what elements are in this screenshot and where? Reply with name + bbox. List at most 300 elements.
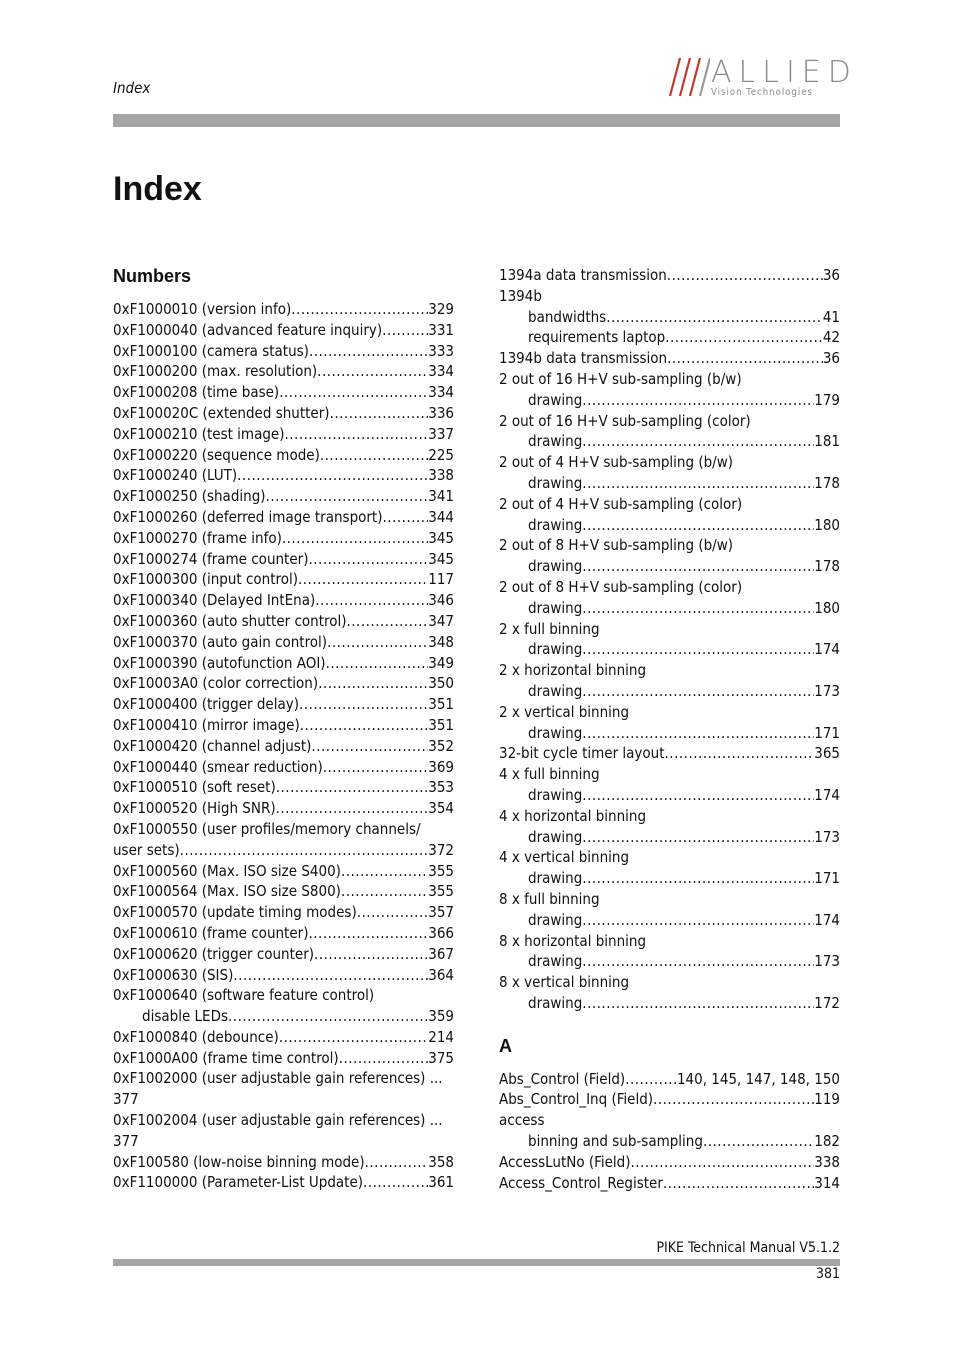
index-entry[interactable] (499, 910, 840, 931)
index-term: 0xF1000560 (Max. ISO size S400) (113, 861, 341, 880)
dot-leader (339, 1048, 429, 1069)
index-entry[interactable] (499, 972, 840, 993)
index-entry[interactable] (499, 431, 840, 452)
index-entry[interactable] (113, 486, 454, 507)
page-reference[interactable]: 338 (814, 1152, 840, 1171)
page-reference[interactable]: 181 (814, 432, 840, 451)
dot-leader (665, 743, 815, 764)
page-reference[interactable]: 182 (814, 1132, 840, 1151)
index-term: 4 x full binning (499, 765, 600, 784)
page-reference[interactable]: 173 (814, 952, 840, 971)
index-term: 8 x horizontal binning (499, 931, 647, 950)
index-entry[interactable] (113, 1152, 454, 1173)
index-term: 0xF1000010 (version info) (113, 300, 292, 318)
index-entry[interactable] (499, 889, 840, 910)
index-column-right (499, 265, 840, 1193)
index-entry[interactable] (499, 452, 840, 473)
index-term: drawing (528, 390, 583, 409)
index-entry[interactable] (499, 931, 840, 952)
index-entry[interactable] (499, 286, 840, 307)
dot-leader (311, 736, 428, 757)
page-reference[interactable]: 119 (814, 1090, 840, 1109)
index-term: 0xF100580 (low-noise binning mode) (113, 1152, 365, 1171)
page-reference[interactable]: 345 (428, 528, 454, 547)
index-entry[interactable] (499, 723, 840, 744)
dot-leader (300, 715, 428, 736)
index-entry[interactable] (499, 577, 840, 598)
index-term: 1394b (499, 286, 542, 305)
index-term: 0xF1000840 (debounce) (113, 1027, 279, 1046)
index-entry[interactable] (113, 881, 454, 902)
index-term: 0xF1000390 (autofunction AOI) (113, 653, 326, 672)
dot-leader (266, 486, 429, 507)
index-term: requirements laptop (528, 328, 666, 347)
index-entry[interactable] (499, 743, 840, 764)
index-entry[interactable] (113, 653, 454, 674)
index-entry[interactable] (499, 348, 840, 369)
dot-leader (653, 1089, 814, 1110)
index-term: Abs_Control_Inq (Field) (499, 1090, 654, 1109)
index-term: 0xF1000240 (LUT) (113, 466, 238, 485)
index-list (113, 299, 454, 1193)
index-term: 0xF1000100 (camera status) (113, 341, 309, 360)
index-term: 0xF10003A0 (color correction) (113, 674, 319, 693)
index-entry[interactable] (113, 694, 454, 715)
page-reference[interactable]: 174 (814, 910, 840, 929)
index-term: AccessLutNo (Field) (499, 1152, 631, 1171)
index-entry[interactable] (499, 390, 840, 411)
dot-leader (323, 757, 429, 778)
index-entry[interactable] (113, 549, 454, 570)
dot-leader (308, 549, 428, 570)
index-entry[interactable] (499, 847, 840, 868)
page-reference[interactable]: 347 (428, 611, 454, 630)
index-entry[interactable] (113, 777, 454, 798)
index-entry[interactable] (113, 673, 454, 694)
index-term: 32-bit cycle timer layout (499, 744, 665, 763)
page-reference[interactable]: 348 (428, 632, 454, 651)
dot-leader (582, 910, 814, 931)
dot-leader (582, 951, 814, 972)
index-term: disable LEDs (142, 1007, 228, 1026)
dot-leader (298, 569, 428, 590)
page-reference[interactable]: 372 (428, 840, 454, 859)
dot-leader (582, 785, 814, 806)
dot-leader (357, 902, 429, 923)
dot-leader (317, 361, 428, 382)
index-entry[interactable] (499, 265, 840, 286)
index-entry[interactable] (499, 369, 840, 390)
index-term: drawing (528, 432, 583, 451)
index-entry[interactable] (113, 361, 454, 382)
index-entry[interactable] (499, 1152, 840, 1173)
index-term: drawing (528, 869, 583, 888)
logo-wordmark: ALLIED (711, 55, 858, 90)
index-entry[interactable] (499, 1089, 840, 1110)
index-entry[interactable] (499, 1110, 840, 1131)
page-title: Index (113, 170, 202, 208)
dot-leader (180, 840, 429, 861)
index-entry[interactable] (113, 611, 454, 632)
page-reference[interactable]: 117 (428, 570, 454, 589)
page-reference[interactable]: 351 (428, 695, 454, 714)
index-term: 0xF1000410 (mirror image) (113, 715, 300, 734)
page-reference[interactable]: 173 (814, 827, 840, 846)
dot-leader (346, 611, 428, 632)
dot-leader (363, 1172, 428, 1193)
dot-leader (299, 694, 428, 715)
page-reference[interactable]: 178 (814, 473, 840, 492)
index-term: 0xF1000040 (advanced feature inquiry) (113, 320, 383, 339)
index-entry[interactable] (113, 715, 454, 736)
page-reference[interactable]: 359 (428, 1007, 454, 1026)
index-entry[interactable] (113, 757, 454, 778)
index-term: 8 x full binning (499, 889, 600, 908)
index-term: drawing (528, 557, 583, 576)
dot-leader (606, 307, 823, 328)
dot-leader (582, 723, 814, 744)
dot-leader (279, 382, 428, 403)
dot-leader (667, 265, 823, 286)
index-term: 0xF1000620 (trigger counter) (113, 944, 315, 963)
index-term: 0xF1100000 (Parameter-List Update) (113, 1173, 364, 1192)
index-term: 0xF1000400 (trigger delay) (113, 695, 299, 714)
index-term: binning and sub-sampling (528, 1132, 703, 1151)
index-entry[interactable] (113, 465, 454, 486)
dot-leader (326, 653, 429, 674)
page-reference[interactable]: 358 (428, 1152, 454, 1171)
dot-leader (365, 1152, 429, 1173)
index-entry[interactable] (113, 944, 454, 965)
header-rule (113, 114, 840, 127)
index-entry[interactable] (113, 632, 454, 653)
page-reference[interactable]: 352 (428, 736, 454, 755)
index-entry[interactable] (113, 1131, 454, 1152)
section-heading-a: A (499, 1035, 512, 1056)
index-entry[interactable] (499, 660, 840, 681)
page-reference[interactable]: 355 (428, 882, 454, 901)
dot-leader (314, 944, 428, 965)
index-term: bandwidths (528, 307, 607, 326)
index-term: 0xF1002004 (user adjustable gain references) ... (113, 1111, 443, 1130)
index-entry[interactable] (113, 861, 454, 882)
index-term: 0xF1000260 (deferred image transport) (113, 507, 383, 526)
index-entry[interactable] (499, 307, 840, 328)
dot-leader (284, 424, 428, 445)
dot-leader (383, 507, 429, 528)
index-term: Abs_Control (Field) (499, 1069, 626, 1088)
index-term: 0xF100020C (extended shutter) (113, 403, 330, 422)
dot-leader (318, 673, 428, 694)
page-reference[interactable]: 172 (814, 993, 840, 1012)
dot-leader (308, 923, 428, 944)
index-entry[interactable] (499, 827, 840, 848)
index-entry[interactable] (113, 1048, 454, 1069)
dot-leader (630, 1152, 814, 1173)
index-entry[interactable] (113, 798, 454, 819)
index-term: 2 out of 4 H+V sub-sampling (b/w) (499, 453, 734, 472)
index-term: 0xF1000274 (frame counter) (113, 549, 309, 568)
dot-leader (582, 515, 814, 536)
index-term: 1394b data transmission (499, 349, 668, 368)
index-term: 0xF1000510 (soft reset) (113, 778, 276, 797)
index-term: 0xF1002000 (user adjustable gain references) ... (113, 1069, 443, 1088)
index-entry[interactable] (499, 993, 840, 1014)
index-entry[interactable] (113, 382, 454, 403)
index-list (499, 265, 840, 1014)
index-term: drawing (528, 640, 583, 659)
page-reference[interactable]: 36 (822, 349, 840, 368)
page-reference[interactable]: 331 (428, 320, 454, 339)
dot-leader (233, 965, 428, 986)
page-reference[interactable]: 173 (814, 681, 840, 700)
index-entry[interactable] (499, 951, 840, 972)
index-entry[interactable] (113, 569, 454, 590)
index-entry[interactable] (499, 619, 840, 640)
index-entry[interactable] (499, 327, 840, 348)
section-gap (499, 1014, 840, 1035)
page-reference[interactable]: 365 (814, 744, 840, 763)
page-reference[interactable]: 367 (428, 944, 454, 963)
dot-leader (291, 299, 428, 320)
index-term: 0xF1000300 (input control) (113, 570, 298, 589)
logo-subtitle: Vision Technologies (711, 87, 813, 98)
index-term: 0xF1000440 (smear reduction) (113, 757, 323, 776)
dot-leader (282, 528, 428, 549)
index-entry[interactable] (113, 965, 454, 986)
dot-leader (382, 320, 428, 341)
page-reference[interactable]: 364 (428, 965, 454, 984)
page-reference[interactable]: 180 (814, 515, 840, 534)
index-term: 0xF1000420 (channel adjust) (113, 736, 312, 755)
page-reference[interactable]: 174 (814, 640, 840, 659)
index-term: 0xF1000370 (auto gain control) (113, 632, 328, 651)
dot-leader (276, 798, 429, 819)
index-entry[interactable] (499, 764, 840, 785)
index-term: drawing (528, 598, 583, 617)
logo-slashes-icon (668, 56, 710, 98)
dot-leader (582, 827, 814, 848)
page-reference[interactable]: 178 (814, 557, 840, 576)
page-number: 381 (815, 1266, 840, 1282)
index-entry[interactable] (113, 299, 454, 320)
index-entry[interactable] (113, 1027, 454, 1048)
index-entry[interactable] (499, 411, 840, 432)
index-term: 0xF1000360 (auto shutter control) (113, 611, 347, 630)
index-entry[interactable] (113, 528, 454, 549)
index-entry[interactable] (113, 819, 454, 840)
index-term: 0xF1000520 (High SNR) (113, 799, 276, 818)
index-term: 2 out of 16 H+V sub-sampling (color) (499, 411, 751, 430)
index-entry[interactable] (113, 403, 454, 424)
page-reference[interactable]: 225 (428, 445, 454, 464)
page-reference[interactable]: 338 (428, 466, 454, 485)
index-entry[interactable] (113, 445, 454, 466)
dot-leader (665, 327, 823, 348)
index-entry[interactable] (113, 1068, 454, 1089)
index-entry[interactable] (113, 424, 454, 445)
index-entry[interactable] (499, 556, 840, 577)
dot-leader (703, 1131, 814, 1152)
dot-leader (327, 632, 428, 653)
page-reference[interactable]: 345 (428, 549, 454, 568)
index-entry[interactable] (499, 494, 840, 515)
dot-leader (279, 1027, 428, 1048)
index-term: 0xF1000570 (update timing modes) (113, 903, 357, 922)
dot-leader (582, 431, 814, 452)
index-term: 0xF1000610 (frame counter) (113, 923, 309, 942)
page-reference[interactable]: 346 (428, 591, 454, 610)
index-entry[interactable] (113, 1006, 454, 1027)
page-reference[interactable]: 350 (428, 674, 454, 693)
index-entry[interactable] (499, 1131, 840, 1152)
index-entry[interactable] (499, 535, 840, 556)
dot-leader (237, 465, 428, 486)
index-term: drawing (528, 952, 583, 971)
page-reference[interactable]: 355 (428, 861, 454, 880)
footer-rule (113, 1259, 840, 1266)
page-reference[interactable]: 357 (428, 903, 454, 922)
page-reference[interactable]: 140, 145, 147, 148, 150 (676, 1069, 840, 1088)
allied-logo (668, 55, 858, 100)
index-term: 2 out of 8 H+V sub-sampling (b/w) (499, 536, 734, 555)
index-term: user sets) (113, 840, 180, 859)
page-reference[interactable]: 353 (428, 778, 454, 797)
page-reference[interactable]: 337 (428, 424, 454, 443)
index-term: 0xF1000A00 (frame time control) (113, 1048, 339, 1067)
dot-leader (309, 341, 428, 362)
dot-leader (276, 777, 429, 798)
index-term: drawing (528, 473, 583, 492)
dot-leader (582, 639, 814, 660)
dot-leader (330, 403, 429, 424)
section-heading-numbers: Numbers (113, 266, 192, 286)
index-term: 0xF1000630 (SIS) (113, 965, 234, 984)
index-entry[interactable] (113, 1089, 454, 1110)
index-term: 2 out of 8 H+V sub-sampling (color) (499, 577, 743, 596)
dot-leader (582, 993, 814, 1014)
page-reference[interactable]: 171 (814, 723, 840, 742)
index-entry[interactable] (499, 868, 840, 889)
dot-leader (582, 473, 814, 494)
index-term: 0xF1000208 (time base) (113, 383, 280, 402)
index-term: drawing (528, 723, 583, 742)
page-reference[interactable]: 174 (814, 785, 840, 804)
index-term: 2 x full binning (499, 619, 600, 638)
page-reference[interactable]: 344 (428, 507, 454, 526)
page-reference[interactable]: 214 (428, 1027, 454, 1046)
index-term: 8 x vertical binning (499, 973, 630, 992)
dot-leader (315, 590, 428, 611)
index-term: 0xF1000550 (user profiles/memory channels/ (113, 819, 421, 838)
dot-leader (582, 868, 814, 889)
dot-leader (625, 1069, 677, 1090)
index-term: drawing (528, 681, 583, 700)
index-term: 0xF1000564 (Max. ISO size S800) (113, 882, 341, 901)
index-list (499, 1069, 840, 1194)
dot-leader (582, 681, 814, 702)
index-term: 1394a data transmission (499, 266, 667, 284)
index-entry[interactable] (499, 639, 840, 660)
index-entry[interactable] (113, 1110, 454, 1131)
page-reference[interactable]: 341 (428, 487, 454, 506)
index-term: 2 out of 16 H+V sub-sampling (b/w) (499, 369, 742, 388)
page-reference[interactable]: 361 (428, 1173, 454, 1192)
index-entry[interactable] (499, 1173, 840, 1194)
index-term: drawing (528, 910, 583, 929)
index-entry[interactable] (499, 515, 840, 536)
index-entry[interactable] (113, 507, 454, 528)
index-entry[interactable] (499, 806, 840, 827)
index-term: 0xF1000270 (frame info) (113, 528, 282, 547)
index-entry[interactable] (113, 923, 454, 944)
page-reference[interactable]: 334 (428, 362, 454, 381)
page-reference[interactable]: 351 (428, 715, 454, 734)
index-term: 2 out of 4 H+V sub-sampling (color) (499, 494, 743, 513)
index-term: drawing (528, 785, 583, 804)
index-entry[interactable] (113, 840, 454, 861)
dot-leader (667, 348, 823, 369)
index-entry[interactable] (113, 320, 454, 341)
page-reference[interactable]: 171 (814, 869, 840, 888)
footer-title: PIKE Technical Manual V5.1.2 (656, 1240, 840, 1256)
index-entry[interactable] (113, 902, 454, 923)
page-reference[interactable]: 314 (814, 1173, 840, 1192)
page-reference[interactable]: 333 (428, 341, 454, 360)
page-reference[interactable]: 375 (428, 1048, 454, 1067)
page-reference[interactable]: 336 (428, 403, 454, 422)
page-reference[interactable]: 354 (428, 799, 454, 818)
index-entry[interactable] (113, 590, 454, 611)
page-reference[interactable]: 366 (428, 923, 454, 942)
page-reference[interactable]: 36 (822, 266, 840, 284)
dot-leader (341, 881, 428, 902)
index-term: 0xF1000210 (test image) (113, 424, 285, 443)
page-reference[interactable]: 41 (822, 307, 840, 326)
dot-leader (582, 598, 814, 619)
index-term: 4 x vertical binning (499, 848, 630, 867)
index-term: drawing (528, 827, 583, 846)
header-label: Index (113, 79, 151, 97)
index-entry[interactable] (113, 1172, 454, 1193)
index-entry[interactable] (499, 598, 840, 619)
page-reference[interactable]: 334 (428, 383, 454, 402)
dot-leader (320, 445, 428, 466)
index-entry[interactable] (499, 681, 840, 702)
index-column-left (113, 265, 454, 1193)
dot-leader (582, 556, 814, 577)
index-term: Access_Control_Register (499, 1173, 663, 1192)
index-entry[interactable] (499, 473, 840, 494)
dot-leader (582, 390, 814, 411)
index-entry[interactable] (113, 736, 454, 757)
index-term: 0xF1000220 (sequence mode) (113, 445, 320, 464)
index-entry[interactable] (499, 785, 840, 806)
page-reference[interactable]: 180 (814, 598, 840, 617)
index-entry[interactable] (499, 702, 840, 723)
index-entry[interactable] (113, 985, 454, 1006)
index-term: 0xF1000340 (Delayed IntEna) (113, 591, 316, 610)
page-reference[interactable]: 42 (822, 328, 840, 347)
index-term: access (499, 1111, 545, 1130)
index-term: 2 x vertical binning (499, 702, 630, 721)
index-entry[interactable] (113, 341, 454, 362)
page-reference[interactable]: 369 (428, 757, 454, 776)
page-reference[interactable]: 329 (428, 300, 454, 318)
page-reference[interactable]: 179 (814, 390, 840, 409)
index-entry[interactable] (499, 1069, 840, 1090)
page-reference[interactable]: 349 (428, 653, 454, 672)
